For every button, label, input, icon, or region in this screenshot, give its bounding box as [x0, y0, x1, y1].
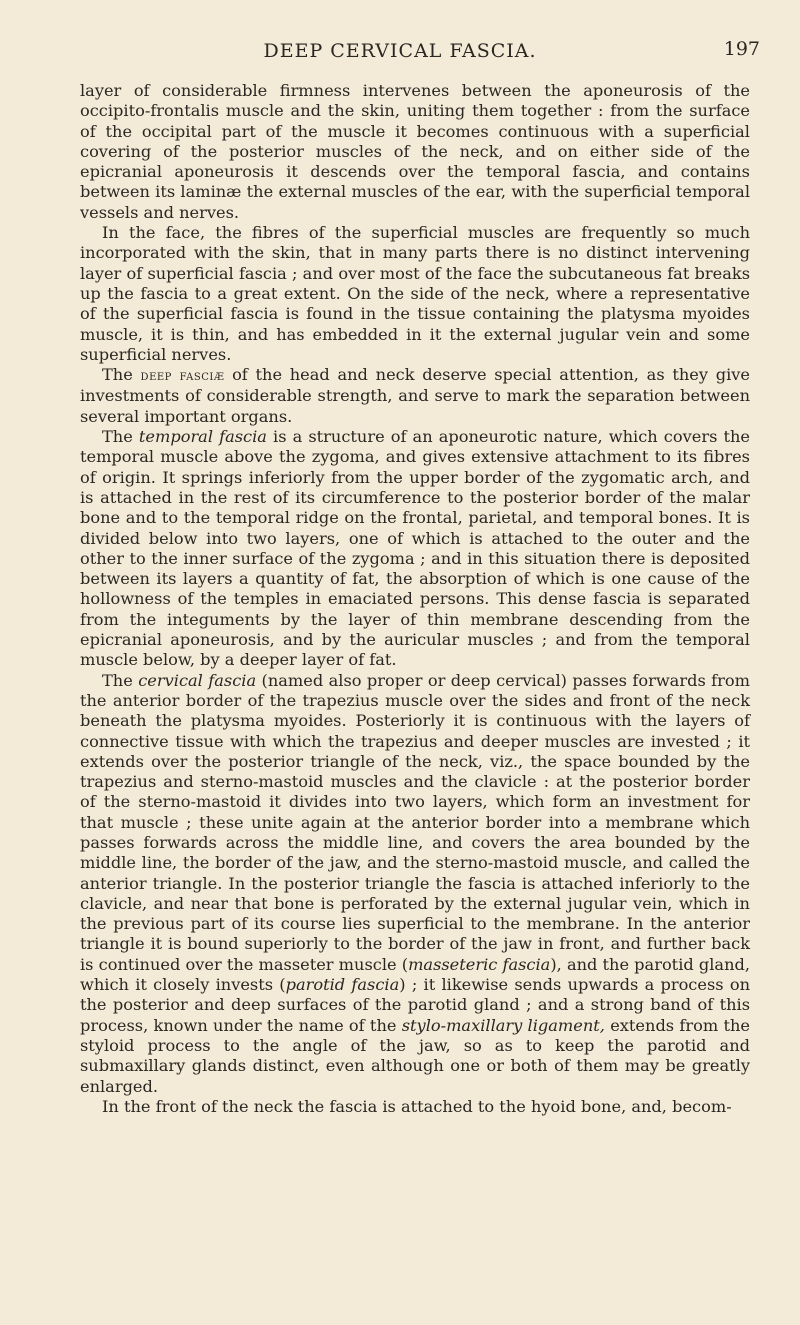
page-header	[0, 40, 800, 70]
paragraph-temporal-fascia	[80, 427, 750, 671]
term-deep-fasciae: deep fasciæ	[140, 368, 225, 385]
paragraph-lead: The	[102, 365, 133, 385]
paragraph-text: (named also proper or deep cervical) passes forwards from the anterior border of the trapezius muscle over the sides and front of the neck beneath the platysma myoides. Posteriorly it is continuous with the layers of connective tissue with which the trapezius and deeper muscles are invested ; it extends over the posterior triangle of the neck, viz., the space bounded by the trapezius and sterno-mastoid muscles and the clavicle : at the posterior border of the sterno-mastoid it divides into two layers, which form an investment for that muscle ; these unite again at the anterior border into a membrane which passes forwards across the middle line, and covers the area bounded by the middle line, the border of the jaw, and the sterno-mastoid muscle, and called the anterior triangle. In the posterior triangle the fascia is attached inferiorly to the clavicle, and near that bone is perforated by the external jugular vein, which in the previous part of its course lies superficial to the membrane. In the anterior triangle it is bound superiorly to the border of the jaw in front, and further back is continued over the masseter muscle (	[80, 670, 750, 974]
body-text	[80, 81, 750, 1117]
paragraph-face	[80, 223, 750, 365]
term-stylo-maxillary-ligament: stylo-maxillary ligament,	[401, 1015, 605, 1035]
paragraph-text: is a structure of an aponeurotic nature, which covers the temporal muscle above the zygoma, and gives extensive attachment to its fibres of origin. It springs inferiorly from the upper border of the zygomatic arch, and is attached in the rest of its circumference to the posterior border of the malar bone and to the temporal ridge on the frontal, parietal, and temporal bones. It is divided below into two layers, one of which is attached to the outer and the other to the inner surface of the zygoma ; and in this situation there is deposited between its layers a quantity of fat, the absorption of which is one cause of the hollowness of the temples in emaciated persons. This dense fascia is separated from the integuments by the layer of thin membrane descending from the epicranial aponeurosis, and by the auricular muscles ; and from the temporal muscle below, by a deeper layer of fat.	[80, 427, 750, 670]
paragraph-lead: The	[102, 670, 133, 690]
term-temporal-fascia: temporal fascia	[138, 427, 267, 447]
paragraph-deep-fasciae	[80, 365, 750, 427]
paragraph-text: extends from the styloid process to the angle of the jaw, so as to keep the parotid and submaxillary glands distinct, even although one or both of them may be greatly enlarged.	[80, 1015, 750, 1096]
paragraph-continuation	[80, 81, 750, 223]
term-cervical-fascia: cervical fascia	[138, 670, 257, 690]
paragraph-text: In the face, the fibres of the superficial muscles are frequently so much incorporated with the skin, that in many parts there is no distinct intervening layer of superficial fascia ; and over most of the face the subcutaneous fat breaks up the fascia to a great extent. On the side of the neck, where a representative of the superficial fascia is found in the tissue containing the platysma myoides muscle, it is thin, and has embedded in it the external jugular vein and some superficial nerves.	[80, 223, 750, 364]
paragraph-text: of the head and neck deserve special attention, as they give investments of considerable strength, and serve to mark the separation between several important organs.	[80, 365, 750, 426]
paragraph-text: layer of considerable firmness intervenes between the aponeurosis of the occipito-frontalis muscle and the skin, uniting them together : from the surface of the occipital part of the muscle it becomes continuous with a superficial covering of the posterior muscles of the neck, and on either side of the epicranial aponeurosis it descends over the temporal fascia, and contains between its laminæ the external muscles of the ear, with the superficial temporal vessels and nerves.	[80, 81, 750, 222]
paragraph-text: ), and the parotid gland, which it closely invests (	[80, 954, 751, 995]
paragraph-cervical-fascia	[80, 671, 750, 1097]
paragraph-front-of-neck	[80, 1097, 750, 1117]
term-masseteric-fascia: masseteric fascia	[408, 954, 551, 974]
running-title: DEEP CERVICAL FASCIA.	[263, 40, 537, 62]
paragraph-lead: The	[102, 427, 133, 447]
paragraph-text: In the front of the neck the fascia is attached to the hyoid bone, and, becom-	[102, 1096, 732, 1116]
term-parotid-fascia: parotid fascia	[285, 975, 400, 995]
page-number: 197	[723, 38, 760, 60]
paragraph-text: ) ; it likewise sends upwards a process on the posterior and deep surfaces of the parotid gland ; and a strong band of this process, known under the name of the	[80, 975, 750, 1035]
